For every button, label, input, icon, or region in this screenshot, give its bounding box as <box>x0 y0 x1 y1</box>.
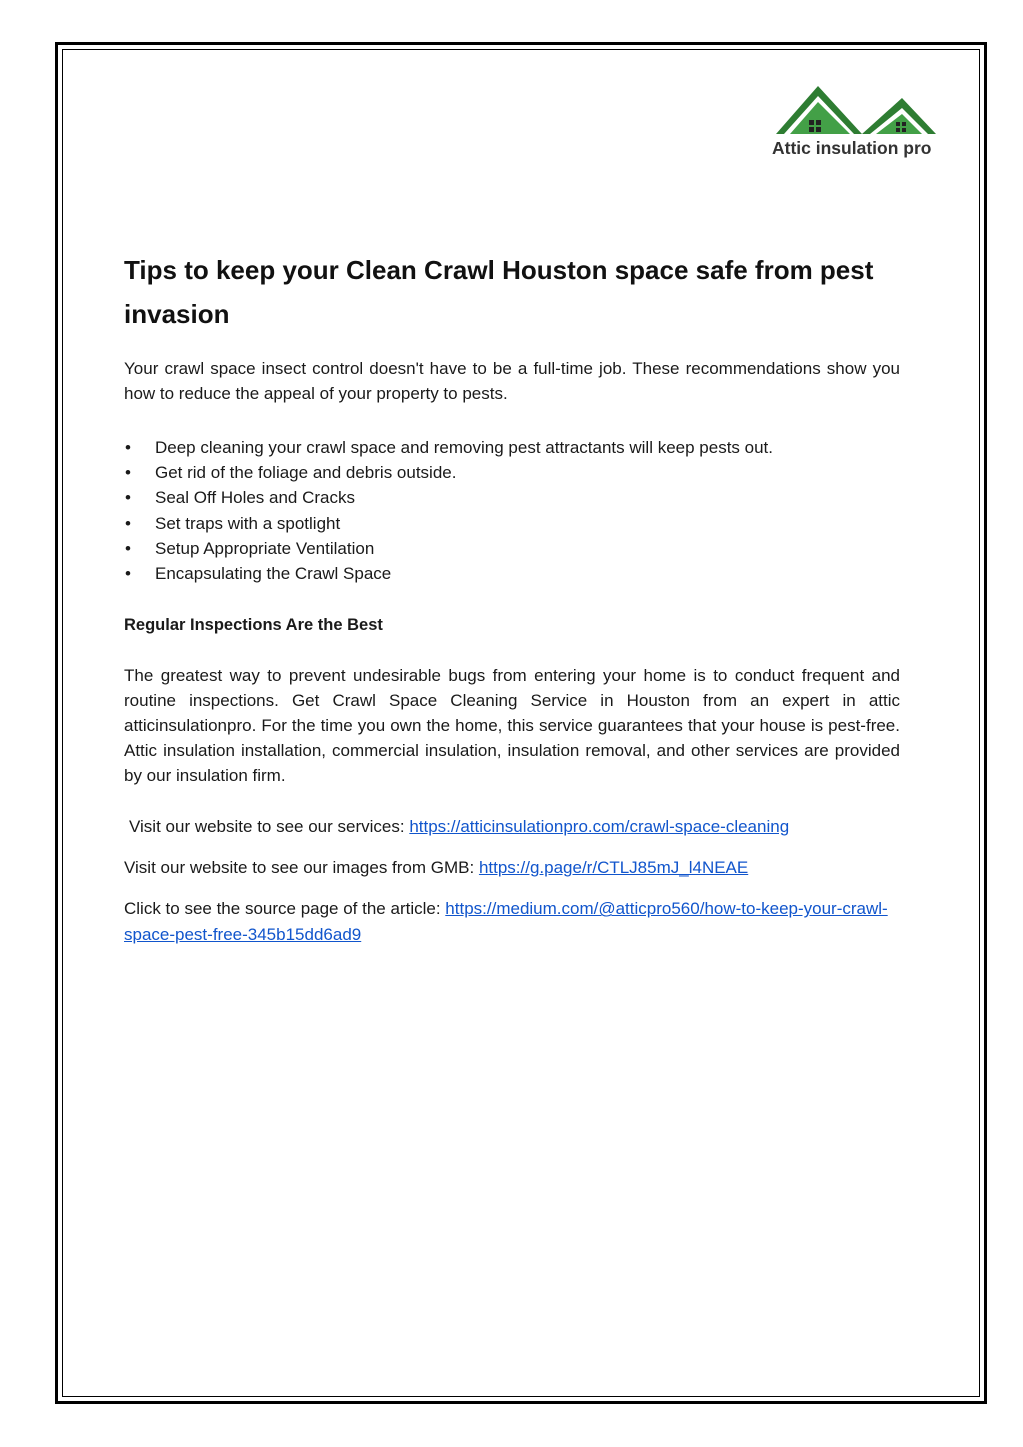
house-roofs-logo-icon <box>770 78 955 140</box>
bullet-icon: • <box>125 513 131 533</box>
bullet-icon: • <box>125 564 131 584</box>
gmb-link-label: Visit our website to see our images from GMB: <box>124 858 479 878</box>
gmb-link-row <box>124 855 900 881</box>
list-item <box>124 485 900 510</box>
list-item <box>124 536 900 561</box>
bullet-icon: • <box>125 463 131 483</box>
services-link[interactable]: https://atticinsulationpro.com/crawl-space-cleaning <box>409 817 790 837</box>
bullet-icon: • <box>125 438 131 457</box>
tips-list <box>124 435 900 586</box>
services-link-label: Visit our website to see our services: <box>129 817 410 837</box>
article-content <box>124 248 900 948</box>
list-item <box>124 561 900 586</box>
body-paragraph: The greatest way to prevent undesirable bugs from entering your home is to conduct frequent and routine inspections. Get Crawl Space Cleaning Service in Houston from an expert in attic atticinsulationpro. For the time you own the home, this service guarantees that your house is pest-free. Attic insulation installation, commercial insulation, insulation removal, and other services are provided by our insulation firm. <box>124 666 900 786</box>
source-link-label: Click to see the source page of the article: <box>124 899 446 919</box>
list-item-text: Deep cleaning your crawl space and removing pest attractants will keep pests out. <box>155 438 773 457</box>
company-logo <box>770 78 955 168</box>
gmb-link[interactable]: https://g.page/r/CTLJ85mJ_l4NEAE <box>478 858 749 878</box>
list-item <box>124 435 900 460</box>
bullet-icon: • <box>125 488 131 508</box>
bullet-icon: • <box>125 538 131 558</box>
article-title: Tips to keep your Clean Crawl Houston space safe from pest invasion <box>124 255 874 329</box>
list-item-text: Get rid of the foliage and debris outside. <box>155 463 457 483</box>
list-item <box>124 460 900 485</box>
list-item-text: Seal Off Holes and Cracks <box>155 488 355 508</box>
intro-paragraph: Your crawl space insect control doesn't have to be a full-time job. These recommendations show you how to reduce the appeal of your property to pests. <box>124 359 900 403</box>
section-heading: Regular Inspections Are the Best <box>124 616 383 635</box>
logo-text: Attic insulation pro <box>772 138 932 158</box>
source-link[interactable]: https://medium.com/@atticpro560/how-to-keep-your-crawl-space-pest-free-345b15dd6ad9 <box>124 899 888 945</box>
list-item <box>124 511 900 536</box>
list-item-text: Encapsulating the Crawl Space <box>155 564 392 584</box>
services-link-row <box>124 814 900 840</box>
list-item-text: Set traps with a spotlight <box>155 513 341 533</box>
links-section <box>124 814 900 948</box>
list-item-text: Setup Appropriate Ventilation <box>155 538 375 558</box>
source-link-row <box>124 896 900 948</box>
